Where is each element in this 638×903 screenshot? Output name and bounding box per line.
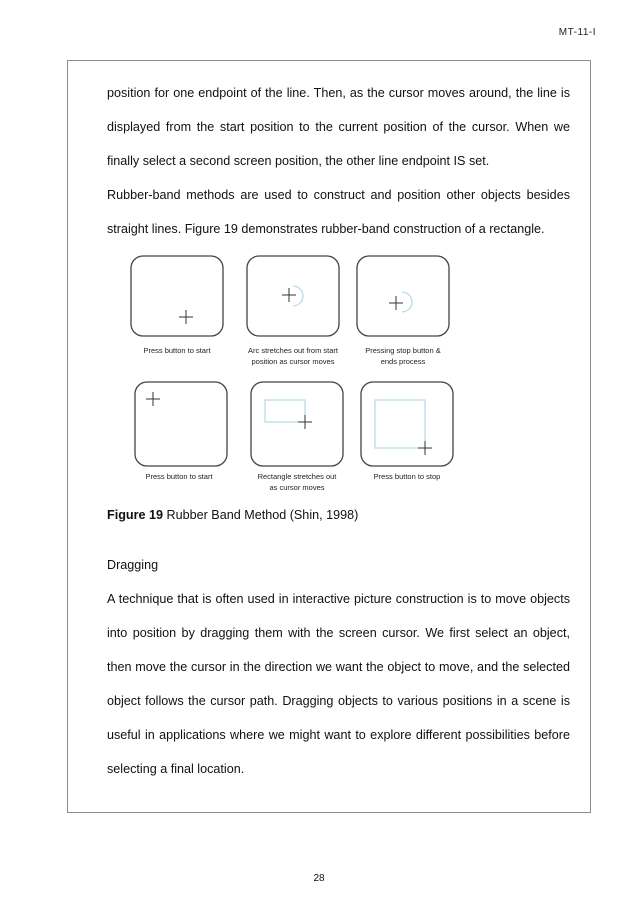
label-top-3b: ends process xyxy=(380,357,426,366)
paragraph-dragging: A technique that is often used in interactive picture construction is to move objects into position by dragging them with the screen cursor. We first select an object, then move the cursor in the direction we want the object to move, and the selected object follows the cursor path. Dragging objects to various positions in a scene is useful in applications where we might want to explore different possibilities before selecting a final location. xyxy=(107,592,570,776)
label-bottom-2a: Rectangle stretches out xyxy=(257,472,337,481)
panel-stop-arc xyxy=(357,256,449,366)
label-bottom-2b: as cursor moves xyxy=(269,483,325,492)
page-number: 28 xyxy=(313,873,325,884)
page-header-code: MT-11-I xyxy=(558,27,596,38)
paragraph-rubber-band-line: position for one endpoint of the line. Then, as the cursor moves around, the line is displayed from the start position to the current position of the cursor. When we finally select a second screen position, the other line endpoint IS set. xyxy=(107,86,570,168)
panel-press-start-top xyxy=(131,256,223,355)
figure-caption xyxy=(107,498,358,532)
panel-rectangle-stretch xyxy=(251,382,343,492)
label-top-3a: Pressing stop button & xyxy=(365,346,441,355)
panel-arc-stretch xyxy=(247,256,339,366)
label-bottom-1: Press button to start xyxy=(145,472,213,481)
figure-diagram xyxy=(117,248,463,500)
section-heading-dragging: Dragging xyxy=(107,558,159,572)
figure-caption-text: Rubber Band Method (Shin, 1998) xyxy=(163,508,359,522)
label-top-2b: position as cursor moves xyxy=(251,357,335,366)
label-top-1: Press button to start xyxy=(143,346,211,355)
label-bottom-3: Press button to stop xyxy=(373,472,441,481)
panel-press-stop xyxy=(361,382,453,481)
figure-rubber-band xyxy=(117,248,463,500)
panel-press-start-bottom xyxy=(135,382,227,481)
figure-caption-label: Figure 19 xyxy=(107,508,163,522)
label-top-2a: Arc stretches out from start xyxy=(247,346,339,355)
paragraph-rubber-band-methods: Rubber-band methods are used to construct and position other objects besides straight lines. Figure 19 demonstrates rubber-band construction of a rectangle. xyxy=(107,188,570,236)
